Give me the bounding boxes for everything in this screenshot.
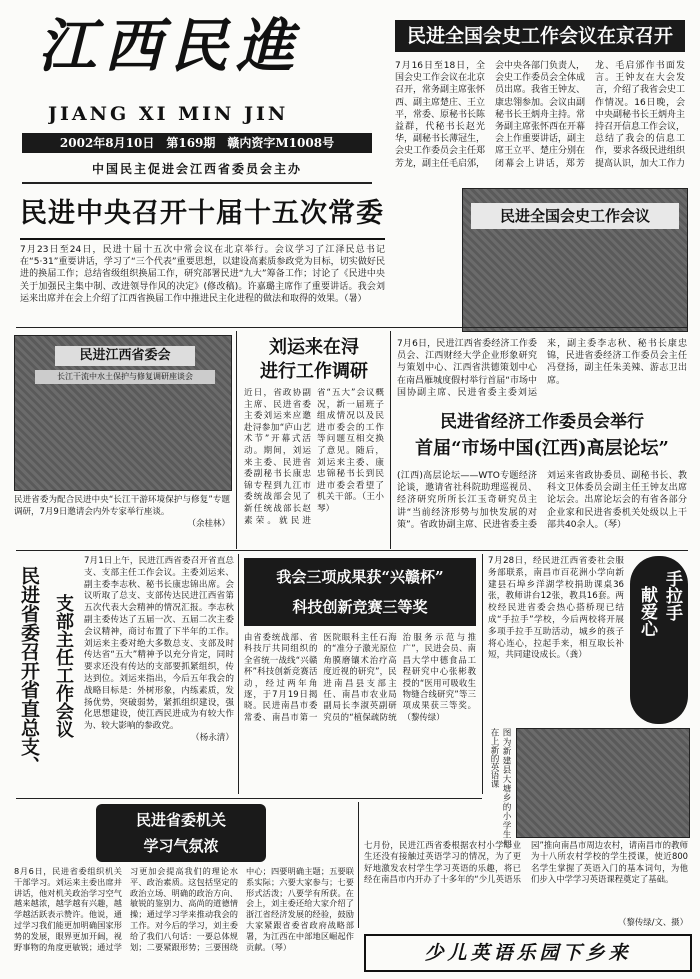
yangtze-photo (14, 335, 232, 491)
history-body: 7月16日至18日，全国会史工作会议在北京召开，常务副主席张怀西、副主席楚庄、王立平，常委、原秘书长陈益群，代秘书长赵光华，副秘书长薄冠生，会史工作委员会主任郑芳龙，副主任毛启邠，会中央各部门负责人，会史工作委员会全体成员出席。我省王钟友、康忠翎参加。会议由副秘书长王炳舟主持。常务副主席张怀西在开幕会上作重要讲话，副主席王立平、楚庄分别在闭幕会上讲话，郑芳龙、毛启邠作书面发言。王钟友在大会发言，介绍了我省会史工作情况。16日晚，会中央副秘书长王炳舟主持召开信息工作会议，总结了我会的信息工作，要求各级民进组织提高认识，加大工作力 (395, 61, 685, 169)
liu-headline-2: 进行工作调研 (260, 361, 368, 382)
forum-headline-2: 首届“市场中国(江西)高层论坛” (415, 438, 669, 459)
award-headline-2: 科技创新竞赛三等奖 (292, 598, 428, 616)
rural-photo-caption: 图为新建县大塘乡的小学生们在上新的英语课 (489, 728, 511, 848)
hand-body: 7月28日，经民进江西省委社会服务部联系，南昌市百花洲小学向新建县石埠乡洋湖学校捐助课桌36张，教师讲台12张，教具16套。两校经民进省委会热心搭桥现已结成“手拉手”学校，今后两校将开展多项手拉手互助活动，城乡的孩子将心连心，拉起手来，相互取长补短，共同建设成长。（龚） (488, 556, 624, 661)
history-sidebar-text (395, 188, 455, 330)
masthead-pinyin: JIANG XI MIN JIN (48, 103, 289, 125)
hand-banner-1: 手拉手 (662, 570, 682, 621)
standing-body: 7月23日至24日，民进十届十五次中常会议在北京举行。会议学习了江泽民总书记在“5·31”重要讲话，学习了“三个代表”重要思想，以建设高素质参政党为目标，切实做好民进的换届工作；总结省级组织换届工作，研究部署民进“九大”筹备工作；讨论了《民进中央关于加强民主集中制、改进领导作风的决定》(修改稿)。许嘉璐主席作了重要讲话。我会刘运来出席并在会上介绍了江西省换届工作中推进民主化进程的做法和取得的效果。（暑） (20, 245, 385, 304)
study-headline-2: 学习气氛浓 (143, 837, 219, 855)
yangtze-photo-banner-sub: 长江干流中水土保护与修复调研座谈会 (35, 370, 215, 384)
branch-vertical-headline-2: 支部主任工作会议 (53, 594, 74, 738)
issue-line: 2002年8月10日 第169期 赣内资字M1008号 (22, 133, 372, 153)
sponsor-line: 中国民主促进会江西省委员会主办 (91, 162, 302, 176)
yangtze-caption: 民进省委为配合民进中央“长江干游环境保护与修复”专题调研，7月9日邀请会内外专家举行座谈。 （余桂林） (14, 495, 230, 529)
hand-banner (630, 556, 688, 724)
award-headline-banner (244, 558, 476, 626)
study-headline-banner (96, 804, 266, 862)
hand-banner-2: 献爱心 (637, 586, 657, 637)
masthead-title: 江西民進 (38, 12, 303, 80)
history-headline: 民进全国会史工作会议在京召开 (395, 20, 685, 52)
forum-body: (江西)高层论坛——WTO专题经济论谈，邀请省社科院助理巡视员、经济研究所所长江玉奇研究员主讲“当前经济形势与加快发展的对策”。省政协副主席、民进省委主委刘运来省政协委员、副秘书长、教科文卫体委员会副主任王钟友出席论坛会。出席论坛会的有省各部分企业家和民进省委机关处级以上干部共40余人。（琴） (397, 471, 687, 530)
award-headline-1: 我会三项成果获“兴赣杯” (276, 568, 444, 586)
english-body: 七月份，民进江西省委根据农村小学毕业生还没有接触过英语学习的情况，为了更好地激发农村学生学习英语的乐趣，将已经在南昌市内开办了十多年的“少儿英语乐园”推向南昌市周边农村，请南昌市的教师为十八所农村学校的学生授课，使近800名学生掌握了英语入门的基本词句，为他们步入中学学习英语课程奠定了基础。 (364, 840, 688, 885)
award-body: 由省委统战部、省科技厅共同组织的全省统一战线“兴赣杯”科技创新竞赛活动，经过两年角逐，于7月19日揭晓。民进南昌市委常委、南昌市第一医院眼科主任石海的“准分子激光原位角膜磨镶术治疗高度近视的研究”，民进南昌县支部主任、南昌市农业局副局长李淑英副研究员的“植保疏防统治服务示范与推广”，民进会员、南昌大学中德食品工程研究中心张彬教授的“医用可吸收生物缝合线研究”等三项成果获三等奖。（黎传绿） (244, 632, 476, 722)
history-photo-banner: 民进全国会史工作会议 (471, 203, 679, 229)
english-banner: 少儿英语乐园下乡来 (364, 934, 692, 972)
branch-body: 7月1日上午，民进江西省委召开省直总支、支部主任工作会议。主委刘运来、副主委李志秋、秘书长康忠锦出席。会议听取了总支、支部传达民进江西省第五次代表大会精神的情况汇报。李志秋副主委传达了五届一次、五届二次主委会议精神，商讨布置了下半年的工作。刘运来主委对绝大多数总支、支部及时传达省“五大”精神予以充分肯定，同时要求还没有传达的支部要抓紧组织，传达到位。刘运来指出，今后五年我会的战略目标是：外树形象，内练素质，发扬优势，突破弱势，紧抓组织建设，强化思想建设，使江西民进成为有较大作为、较大影响的参政党。 （杨永清） (84, 556, 234, 743)
history-photo (462, 188, 688, 332)
study-headline-1: 民进省委机关 (135, 811, 226, 829)
branch-vertical-headline-1: 民进省委召开省直总支、 (18, 566, 40, 775)
liu-headline-1: 刘运来在浔 (269, 337, 359, 358)
study-body: 8月6日，民进省委组织机关干部学习。刘运来主委出席并讲话，他对机关政治学习空气越来越浓，越学越有兴趣，越学越活跃表示赞许。他说，通过学习我们能更加明确国家形势的发展，眼界更加开阔，视野事物的角度更敏锐；通过学习更加会提高我们的理论水平、政治素质。这包括坚定的政治立场、明确的政治方向、敏锐的鉴别力、高尚的道德情操；通过学习学来推动我会的工作。对今后的学习，刘主委给了我们八句话：一要总体规划；二要紧跟形势；三要围绕中心；四要明确主题；五要联系实际；六要大家参与；七要形式活泼；八要学有所获。在会上，刘主委还给大家介绍了浙江省经济发展的经验，鼓励大家紧跟省委省政府战略部署，为江西在中部地区崛起作贡献。（琴） (14, 866, 354, 952)
standing-headline: 民进中央召开十届十五次常委 (20, 190, 385, 240)
liu-body: 近日，省政协副主席、民进省委主委刘运来应邀赴浔参加“庐山艺术节”开幕式活动。期间，刘运来主委、民进省委副秘书长康忠锦专程到九江市委统战部会见了新任统战部长赵素荣。就民进省“五大”会议概况，新一届班子组成情况以及民进市委会的工作等问题互相交换了意见。随后，刘运来主委、康忠锦秘书长到民进市委会看望了机关干部。（王小琴） (244, 388, 384, 526)
forum-intro: 7月6日，民进江西省委经济工作委员会、江西财经大学企业形象研究与策划中心、江西省洪德策划中心在南昌雁城度假村举行首届“市场中国协副主席、民进省委主委刘运来，副主委李志秋、秘书长康忠锦，民进省委经济工作委员会主任冯登扬，副主任朱美辣、游志卫出席。 (397, 339, 687, 398)
rural-photo (516, 728, 690, 838)
forum-headline-1: 民进省经济工作委员会举行 (440, 412, 644, 432)
yangtze-photo-banner: 民进江西省委会 (55, 346, 195, 366)
english-credit: （黎传绿/文、摄） (618, 917, 688, 927)
